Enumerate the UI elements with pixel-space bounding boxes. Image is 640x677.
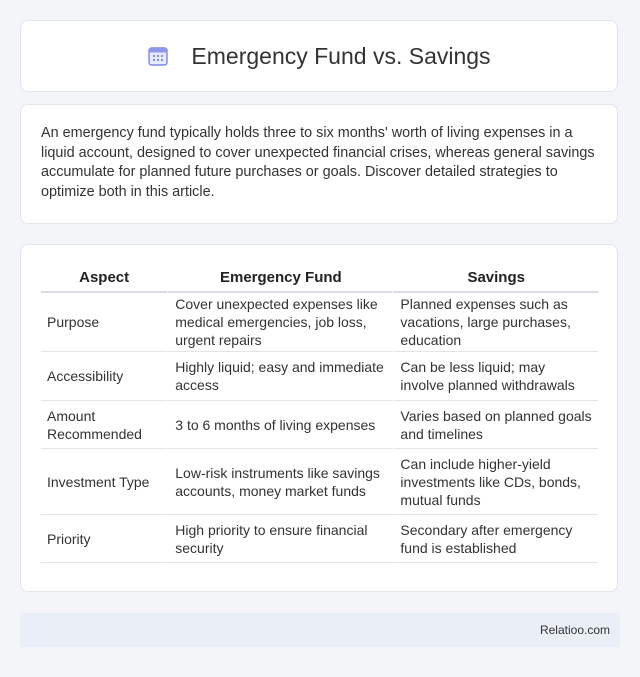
intro-card bbox=[20, 104, 618, 224]
footer bbox=[20, 613, 620, 647]
title-card bbox=[20, 20, 618, 92]
cell-emergency-fund: 3 to 6 months of living expenses bbox=[167, 401, 392, 449]
cell-aspect: Accessibility bbox=[41, 352, 167, 401]
comparison-table bbox=[41, 265, 598, 563]
header-emergency-fund: Emergency Fund bbox=[167, 265, 392, 293]
calendar-icon bbox=[147, 45, 169, 67]
table-row bbox=[41, 449, 598, 515]
cell-emergency-fund: Cover unexpected expenses like medical emergencies, job loss, urgent repairs bbox=[167, 293, 392, 352]
cell-savings: Can include higher-yield investments like CDs, bonds, mutual funds bbox=[392, 449, 598, 515]
comparison-table-card bbox=[20, 244, 618, 592]
table-row bbox=[41, 293, 598, 352]
header-aspect: Aspect bbox=[41, 265, 167, 293]
page-title: Emergency Fund vs. Savings bbox=[191, 42, 491, 69]
table-row bbox=[41, 515, 598, 563]
footer-site-name: Relatioo.com bbox=[539, 623, 610, 637]
table-row bbox=[41, 352, 598, 401]
intro-paragraph: An emergency fund typically holds three to six months' worth of living expenses in a liquid account, designed to cover unexpected financial crises, whereas general savings accumulate for planned future purchases or goals. Discover detailed strategies to optimize both in this article. bbox=[41, 125, 595, 200]
header-savings: Savings bbox=[392, 265, 598, 293]
table-row bbox=[41, 401, 598, 449]
cell-aspect: Amount Recommended bbox=[41, 401, 167, 449]
cell-savings: Secondary after emergency fund is established bbox=[392, 515, 598, 563]
cell-savings: Planned expenses such as vacations, large purchases, education bbox=[392, 293, 598, 352]
cell-aspect: Priority bbox=[41, 515, 167, 563]
cell-emergency-fund: Highly liquid; easy and immediate access bbox=[167, 352, 392, 401]
cell-savings: Varies based on planned goals and timelines bbox=[392, 401, 598, 449]
cell-emergency-fund: High priority to ensure financial security bbox=[167, 515, 392, 563]
cell-aspect: Investment Type bbox=[41, 449, 167, 515]
cell-savings: Can be less liquid; may involve planned withdrawals bbox=[392, 352, 598, 401]
cell-emergency-fund: Low-risk instruments like savings accounts, money market funds bbox=[167, 449, 392, 515]
cell-aspect: Purpose bbox=[41, 293, 167, 352]
table-header-row bbox=[41, 265, 598, 293]
